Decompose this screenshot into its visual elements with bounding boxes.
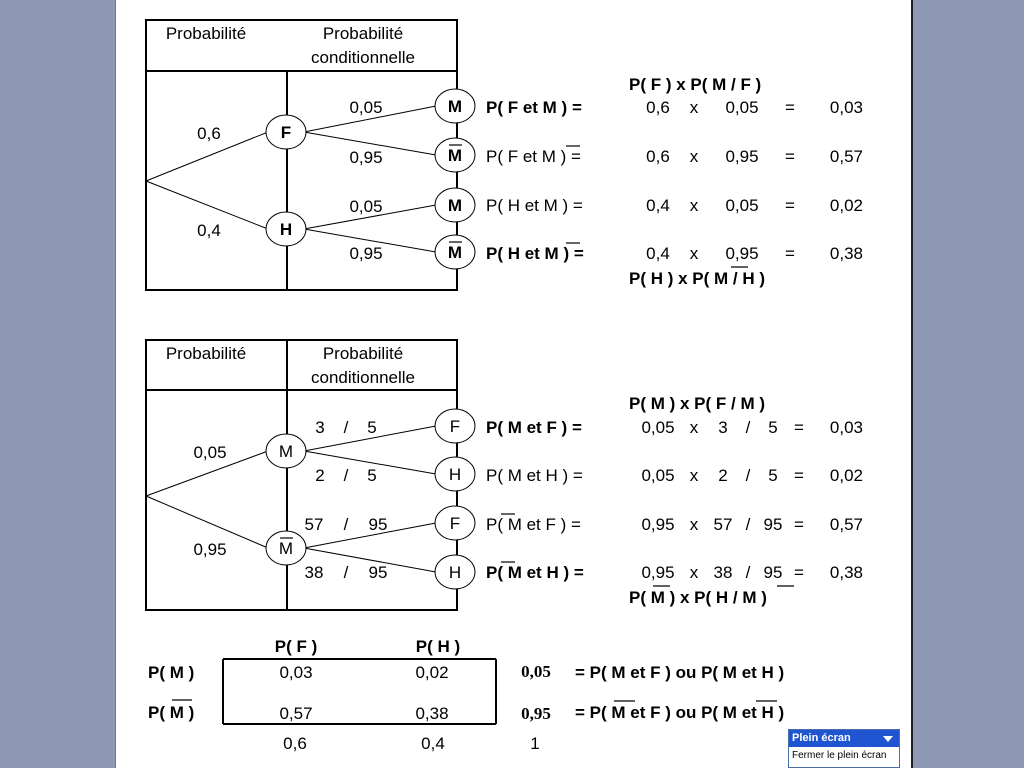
svg-text:x: x — [689, 563, 699, 582]
svg-text:P( M et H ) =: P( M et H ) = — [486, 466, 583, 485]
fullscreen-dropdown[interactable] — [789, 730, 899, 747]
table-row-header-Mbar: P( M ) — [148, 703, 195, 722]
svg-text:0,38: 0,38 — [829, 563, 863, 582]
svg-text:/: / — [343, 515, 349, 534]
chevron-down-icon[interactable] — [883, 736, 893, 742]
svg-text:=: = — [785, 147, 795, 166]
svg-text:=: = — [794, 466, 804, 485]
tree1-prob-leaf3: 0,05 — [349, 197, 383, 216]
tree2-prob-Mbar: 0,95 — [193, 540, 227, 559]
svg-text:95: 95 — [763, 515, 783, 534]
tree2-leaf-H — [435, 457, 475, 491]
tree2-row-3 — [486, 514, 863, 534]
table-cell-MF: 0,03 — [279, 663, 313, 682]
svg-text:/: / — [745, 563, 751, 582]
table-cell-MbarH: 0,38 — [415, 704, 449, 723]
tree2-leaf-F — [435, 409, 475, 443]
table-cell-MH: 0,02 — [415, 663, 449, 682]
svg-text:P( M et F ) =: P( M et F ) = — [486, 418, 582, 437]
table-col-header-H: P( H ) — [415, 637, 461, 656]
svg-text:0,57: 0,57 — [829, 147, 863, 166]
tree1-leaf-Mbar-2 — [435, 235, 475, 269]
svg-text:0,4: 0,4 — [646, 244, 670, 263]
svg-text:x: x — [689, 244, 699, 263]
svg-text:M: M — [447, 97, 463, 116]
svg-text:5: 5 — [367, 418, 377, 437]
svg-text:x: x — [689, 98, 699, 117]
fullscreen-widget — [788, 729, 900, 768]
svg-text:0,95: 0,95 — [641, 515, 675, 534]
svg-text:0,05: 0,05 — [725, 196, 759, 215]
tree2-node-M — [266, 434, 306, 468]
svg-text:M: M — [278, 442, 294, 461]
svg-text:/: / — [343, 418, 349, 437]
svg-text:H: H — [279, 220, 293, 239]
tree2-prob-leaf3 — [305, 515, 388, 534]
tree2-prob-M: 0,05 — [193, 443, 227, 462]
svg-text:0,03: 0,03 — [829, 98, 863, 117]
tree2-header-cond-line2: conditionnelle — [311, 368, 415, 387]
table-sum-text-M: = P( M et F ) ou P( M et H ) — [575, 663, 785, 682]
svg-text:/: / — [343, 466, 349, 485]
svg-text:0,02: 0,02 — [829, 196, 863, 215]
svg-text:/: / — [343, 563, 349, 582]
svg-text:P( F et M ) =: P( F et M ) = — [486, 147, 581, 166]
table-col-header-F: P( F ) — [274, 637, 318, 656]
tree1-leaf-M — [435, 89, 475, 123]
tree2-header-probabilite: Probabilité — [165, 344, 247, 363]
svg-text:/: / — [745, 515, 751, 534]
svg-text:2: 2 — [315, 466, 325, 485]
svg-text:M: M — [447, 146, 463, 165]
svg-text:/: / — [745, 418, 751, 437]
svg-text:H: H — [448, 563, 462, 582]
svg-text:=: = — [794, 563, 804, 582]
svg-text:0,03: 0,03 — [829, 418, 863, 437]
tree2-node-Mbar — [266, 531, 306, 565]
svg-text:5: 5 — [768, 466, 778, 485]
fullscreen-title: Plein écran — [792, 732, 851, 744]
svg-text:M: M — [278, 539, 294, 558]
svg-text:P( F et M ) =: P( F et M ) = — [486, 98, 582, 117]
table-col-sum-H: 0,4 — [421, 734, 445, 753]
svg-text:0,95: 0,95 — [641, 563, 675, 582]
svg-text:H: H — [448, 465, 462, 484]
svg-text:M: M — [447, 196, 463, 215]
table-row-header-M: P( M ) — [148, 663, 195, 682]
tree1-node-F — [266, 115, 306, 149]
svg-text:=: = — [785, 196, 795, 215]
svg-text:0,57: 0,57 — [829, 515, 863, 534]
svg-text:=: = — [785, 244, 795, 263]
tree2-row-1 — [486, 418, 863, 437]
svg-text:3: 3 — [315, 418, 325, 437]
svg-text:2: 2 — [718, 466, 728, 485]
svg-text:P( H et M ) =: P( H et M ) = — [486, 244, 584, 263]
slide-sheet — [115, 0, 913, 768]
svg-text:0,05: 0,05 — [641, 466, 675, 485]
probability-trees-figure — [116, 0, 911, 768]
svg-text:5: 5 — [367, 466, 377, 485]
tree1-formula-bottom: P( H ) x P( M / H ) — [629, 269, 765, 288]
svg-text:F: F — [280, 123, 292, 142]
tree1-header-probabilite: Probabilité — [165, 24, 247, 43]
table-total: 1 — [530, 734, 540, 753]
tree2-row-4 — [486, 562, 863, 582]
tree1-header-cond-line2: conditionnelle — [311, 48, 415, 67]
svg-text:95: 95 — [368, 515, 388, 534]
svg-text:P( H et M ) =: P( H et M ) = — [486, 196, 583, 215]
tree2-row-2 — [486, 466, 863, 485]
close-fullscreen-button[interactable]: Fermer le plein écran — [792, 750, 887, 761]
tree2-header-cond-line1: Probabilité — [322, 344, 404, 363]
svg-text:0,4: 0,4 — [646, 196, 670, 215]
svg-text:38: 38 — [713, 563, 733, 582]
table-grid — [223, 659, 496, 724]
tree1-node-H — [266, 212, 306, 246]
tree1-prob-H: 0,4 — [197, 221, 221, 240]
svg-text:x: x — [689, 196, 699, 215]
tree1-prob-leaf1: 0,05 — [349, 98, 383, 117]
svg-text:F: F — [449, 514, 461, 533]
svg-text:0,05: 0,05 — [725, 98, 759, 117]
svg-text:0,05: 0,05 — [641, 418, 675, 437]
svg-text:5: 5 — [768, 418, 778, 437]
tree2-prob-leaf2 — [315, 466, 376, 485]
tree2-formula-bottom: P( M ) x P( H / M ) — [629, 588, 767, 607]
svg-text:x: x — [689, 466, 699, 485]
tree1-row-1 — [486, 98, 863, 117]
table-row-sum-Mbar: 0,95 — [521, 704, 551, 723]
svg-text:0,6: 0,6 — [646, 147, 670, 166]
svg-text:P( M et F ) =: P( M et F ) = — [486, 515, 581, 534]
svg-text:P( M et H ) =: P( M et H ) = — [486, 563, 584, 582]
svg-text:0,6: 0,6 — [646, 98, 670, 117]
tree2-leaf-H-2 — [435, 555, 475, 589]
svg-text:=: = — [794, 418, 804, 437]
table-sum-text-Mbar: = P( M et F ) ou P( M et H ) — [575, 703, 785, 722]
tree1-prob-F: 0,6 — [197, 124, 221, 143]
tree1-leaf-M-2 — [435, 188, 475, 222]
tree1-row-2 — [486, 146, 863, 166]
svg-text:M: M — [447, 243, 463, 262]
svg-text:95: 95 — [368, 563, 388, 582]
svg-text:57: 57 — [304, 515, 324, 534]
tree2-prob-leaf4 — [305, 563, 388, 582]
tree1-prob-leaf4: 0,95 — [349, 244, 383, 263]
svg-text:95: 95 — [763, 563, 783, 582]
svg-text:=: = — [794, 515, 804, 534]
svg-text:38: 38 — [304, 563, 324, 582]
table-cell-MbarF: 0,57 — [279, 704, 313, 723]
tree1-row-3 — [486, 196, 863, 215]
table-row-sum-M: 0,05 — [521, 662, 551, 681]
svg-text:3: 3 — [718, 418, 728, 437]
svg-text:0,02: 0,02 — [829, 466, 863, 485]
svg-text:x: x — [689, 147, 699, 166]
tree2-prob-leaf1 — [315, 418, 376, 437]
tree1-header-cond-line1: Probabilité — [322, 24, 404, 43]
svg-text:57: 57 — [713, 515, 733, 534]
svg-text:x: x — [689, 515, 699, 534]
tree1-prob-leaf2: 0,95 — [349, 148, 383, 167]
svg-text:0,95: 0,95 — [725, 147, 759, 166]
svg-text:/: / — [745, 466, 751, 485]
svg-text:F: F — [449, 417, 461, 436]
tree1-leaf-Mbar — [435, 138, 475, 172]
tree2-formula-top: P( M ) x P( F / M ) — [629, 394, 765, 413]
svg-text:0,95: 0,95 — [725, 244, 759, 263]
tree1-row-4 — [486, 243, 863, 263]
tree2-leaf-F-2 — [435, 506, 475, 540]
tree1-formula-top: P( F ) x P( M / F ) — [629, 75, 762, 94]
svg-text:=: = — [785, 98, 795, 117]
table-col-sum-F: 0,6 — [283, 734, 307, 753]
svg-text:0,38: 0,38 — [829, 244, 863, 263]
svg-text:x: x — [689, 418, 699, 437]
